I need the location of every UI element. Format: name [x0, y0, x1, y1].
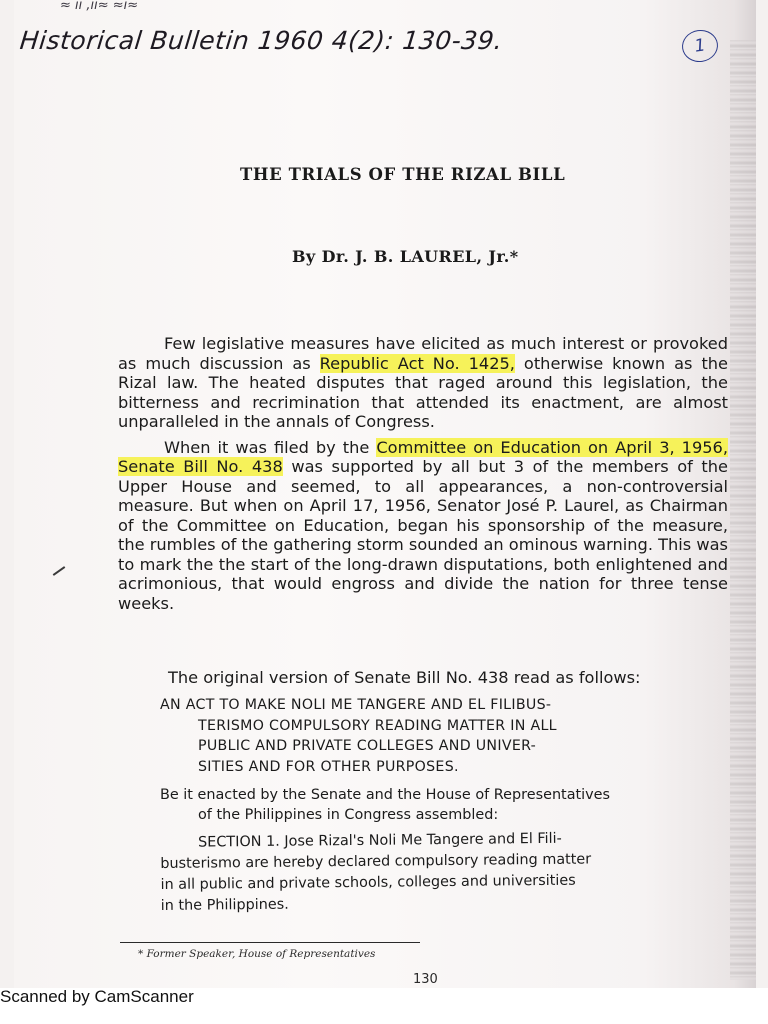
highlighted-republic-act: Republic Act No. 1425,: [319, 353, 515, 373]
handwritten-citation: Historical Bulletin 1960 4(2): 130-39.: [18, 26, 505, 55]
paragraph-1: [118, 334, 728, 432]
section-line: SECTION 1. Jose Rizal's Noli Me Tangere and El Fili-: [198, 830, 562, 851]
act-title-line: AN ACT TO MAKE NOLI ME TANGERE AND EL FILIBUS-: [160, 697, 552, 713]
enacting-line: of the Philippines in Congress assembled:: [198, 807, 499, 823]
highlighted-senate-bill: Committee on Education on April 3, 1956, Senate Bill No. 438: [118, 437, 728, 476]
article-body: [118, 334, 728, 613]
paper-edge-shadow: [730, 40, 756, 980]
section-1: [160, 827, 701, 917]
article-title: THE TRIALS OF THE RIZAL BILL: [240, 165, 566, 184]
top-scribble: ≈ ıı ,ıı≈ ≈ı≈: [60, 0, 139, 13]
section-line: in all public and private schools, colleges and universities: [160, 872, 576, 893]
paragraph-2-text-a: When it was filed by the: [164, 437, 377, 457]
footnote-divider: [120, 942, 420, 943]
paragraph-2: [118, 438, 728, 614]
section-line: busterismo are hereby declared compulsory reading matter: [160, 851, 592, 872]
act-title-line: TERISMO COMPULSORY READING MATTER IN ALL: [198, 717, 557, 734]
enacting-clause: [160, 785, 700, 825]
paragraph-1-text-a: Few legislative measures have elicited as much interest or provoked as much discussion as: [118, 334, 728, 373]
act-title-block: [160, 695, 700, 777]
circled-page-mark: 1: [680, 28, 720, 65]
bill-intro-line: The original version of Senate Bill No. 438 read as follows:: [168, 668, 641, 687]
act-title-line: PUBLIC AND PRIVATE COLLEGES AND UNIVER-: [198, 738, 537, 754]
footnote: * Former Speaker, House of Representatives: [138, 948, 376, 960]
enacting-line: Be it enacted by the Senate and the House of Representatives: [160, 787, 611, 803]
section-line: in the Philippines.: [160, 896, 289, 914]
act-title-line: SITIES AND FOR OTHER PURPOSES.: [198, 758, 459, 775]
scanner-watermark: Scanned by CamScanner: [0, 987, 194, 1006]
paragraph-2-text-b: was supported by all but 3 of the members of the Upper House and seemed, to all appearances, a non-controversial measure. But when on April 17, 1956, Senator José P. Laurel, as Chairman of the Committee on Education, began his sponsorship of the measure, the rumbles of the gathering storm sounded an ominous warning. This was to mark the the start of the long-drawn disputations, both enlightened and acrimonious, that would engross and divide the nation for three tense weeks.: [118, 457, 728, 613]
article-byline: By Dr. J. B. LAUREL, Jr.*: [292, 247, 519, 266]
paragraph-1-text-b: otherwise known as the Rizal law. The heated disputes that raged around this legislation, the bitterness and recrimination that attended its enactment, are almost unparalleled in the annals of Congress.: [118, 353, 729, 431]
page-number: 130: [413, 972, 438, 987]
